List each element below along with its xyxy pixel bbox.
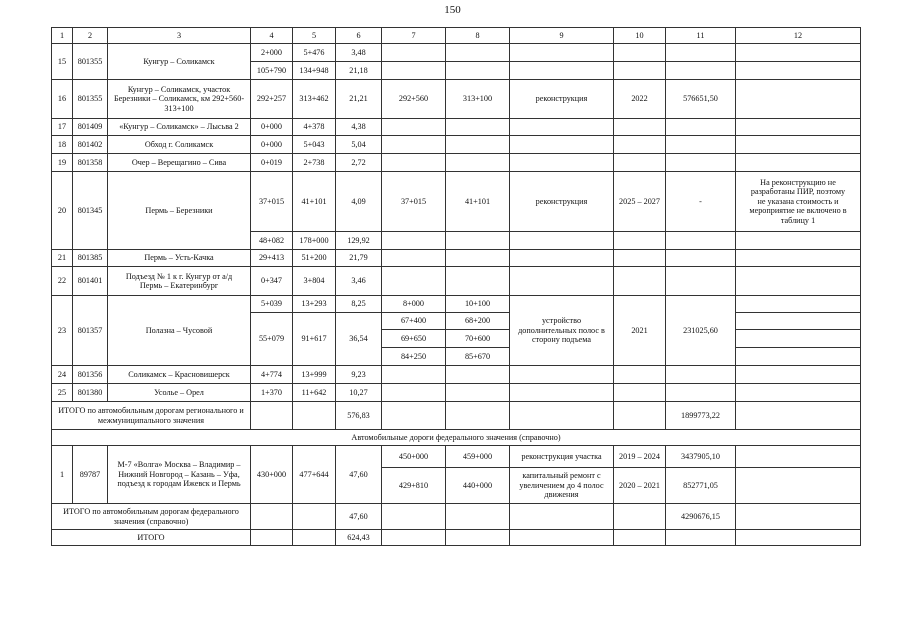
work-km-to: 41+101 bbox=[446, 172, 510, 232]
empty-cell bbox=[736, 136, 861, 154]
table-row bbox=[52, 250, 861, 267]
work-year: 2025 – 2027 bbox=[614, 172, 666, 232]
empty-cell bbox=[666, 267, 736, 296]
work-km-to: 85+670 bbox=[446, 348, 510, 366]
length: 21,79 bbox=[336, 250, 382, 267]
total-cost: 4290676,15 bbox=[666, 504, 736, 530]
empty-cell bbox=[251, 504, 293, 530]
work-cost: 576651,50 bbox=[666, 80, 736, 119]
empty-cell bbox=[382, 504, 446, 530]
road-code: 801380 bbox=[73, 384, 108, 402]
empty-cell bbox=[614, 154, 666, 172]
header-cell: 2 bbox=[73, 28, 108, 44]
work-km-from: 429+810 bbox=[382, 468, 446, 504]
empty-cell bbox=[382, 136, 446, 154]
work-type: реконструкция bbox=[510, 80, 614, 119]
grand-total-label: ИТОГО bbox=[52, 530, 251, 546]
km-from: 4+774 bbox=[251, 366, 293, 384]
empty-cell bbox=[382, 119, 446, 136]
empty-cell bbox=[446, 250, 510, 267]
row-number: 19 bbox=[52, 154, 73, 172]
empty-cell bbox=[736, 366, 861, 384]
km-from: 37+015 bbox=[251, 172, 293, 232]
km-from: 1+370 bbox=[251, 384, 293, 402]
empty-cell bbox=[614, 366, 666, 384]
road-name: Полазна – Чусовой bbox=[108, 296, 251, 366]
km-from: 48+082 bbox=[251, 232, 293, 250]
work-type: реконструкция участка bbox=[510, 446, 614, 468]
work-km-from: 84+250 bbox=[382, 348, 446, 366]
empty-cell bbox=[736, 232, 861, 250]
km-to: 13+293 bbox=[293, 296, 336, 313]
empty-cell bbox=[510, 136, 614, 154]
row-number: 23 bbox=[52, 296, 73, 366]
empty-cell bbox=[382, 402, 446, 430]
length: 8,25 bbox=[336, 296, 382, 313]
km-from: 5+039 bbox=[251, 296, 293, 313]
header-cell: 8 bbox=[446, 28, 510, 44]
work-km-to: 313+100 bbox=[446, 80, 510, 119]
empty-cell bbox=[446, 154, 510, 172]
length: 47,60 bbox=[336, 446, 382, 504]
total-label: ИТОГО по автомобильным дорогам федерального значения (справочно) bbox=[52, 504, 251, 530]
total-length: 576,83 bbox=[336, 402, 382, 430]
empty-cell bbox=[510, 44, 614, 62]
table-row bbox=[52, 44, 861, 62]
empty-cell bbox=[736, 250, 861, 267]
empty-cell bbox=[614, 384, 666, 402]
road-code: 801358 bbox=[73, 154, 108, 172]
empty-cell bbox=[382, 62, 446, 80]
table-row bbox=[52, 296, 861, 313]
empty-cell bbox=[614, 250, 666, 267]
header-cell: 12 bbox=[736, 28, 861, 44]
km-to: 2+738 bbox=[293, 154, 336, 172]
work-km-from: 292+560 bbox=[382, 80, 446, 119]
road-code: 89787 bbox=[73, 446, 108, 504]
empty-cell bbox=[614, 232, 666, 250]
empty-cell bbox=[510, 402, 614, 430]
empty-cell bbox=[510, 119, 614, 136]
empty-cell bbox=[510, 366, 614, 384]
empty-cell bbox=[614, 402, 666, 430]
length: 36,54 bbox=[336, 313, 382, 366]
header-row bbox=[52, 28, 861, 44]
empty-cell bbox=[666, 384, 736, 402]
header-cell: 6 bbox=[336, 28, 382, 44]
empty-cell bbox=[382, 44, 446, 62]
empty-cell bbox=[446, 504, 510, 530]
empty-cell bbox=[382, 366, 446, 384]
empty-cell bbox=[510, 267, 614, 296]
empty-cell bbox=[736, 504, 861, 530]
empty-cell bbox=[666, 250, 736, 267]
table-row bbox=[52, 366, 861, 384]
header-cell: 9 bbox=[510, 28, 614, 44]
row-number: 16 bbox=[52, 80, 73, 119]
length: 4,38 bbox=[336, 119, 382, 136]
total-row bbox=[52, 402, 861, 430]
total-row bbox=[52, 504, 861, 530]
length: 4,09 bbox=[336, 172, 382, 232]
road-code: 801355 bbox=[73, 80, 108, 119]
km-from: 105+790 bbox=[251, 62, 293, 80]
row-number: 21 bbox=[52, 250, 73, 267]
km-to: 11+642 bbox=[293, 384, 336, 402]
empty-cell bbox=[666, 136, 736, 154]
empty-cell bbox=[736, 446, 861, 468]
note: На реконструкцию не разработаны ПИР, поэтому не указана стоимость и мероприятие не включено в таблицу 1 bbox=[736, 172, 861, 232]
km-to: 134+948 bbox=[293, 62, 336, 80]
work-km-from: 67+400 bbox=[382, 313, 446, 330]
empty-cell bbox=[510, 250, 614, 267]
road-code: 801385 bbox=[73, 250, 108, 267]
empty-cell bbox=[251, 402, 293, 430]
empty-cell bbox=[736, 530, 861, 546]
work-km-to: 70+600 bbox=[446, 330, 510, 348]
work-cost: 3437905,10 bbox=[666, 446, 736, 468]
work-cost: 231025,60 bbox=[666, 296, 736, 366]
empty-cell bbox=[446, 530, 510, 546]
table-row bbox=[52, 384, 861, 402]
work-type: капитальный ремонт с увеличением до 4 полос движения bbox=[510, 468, 614, 504]
length: 21,18 bbox=[336, 62, 382, 80]
empty-cell bbox=[510, 530, 614, 546]
road-code: 801357 bbox=[73, 296, 108, 366]
empty-cell bbox=[382, 250, 446, 267]
length: 2,72 bbox=[336, 154, 382, 172]
road-code: 801355 bbox=[73, 44, 108, 80]
row-number: 24 bbox=[52, 366, 73, 384]
empty-cell bbox=[614, 504, 666, 530]
table-row bbox=[52, 267, 861, 296]
work-km-to: 440+000 bbox=[446, 468, 510, 504]
empty-cell bbox=[666, 62, 736, 80]
empty-cell bbox=[736, 348, 861, 366]
road-name: Пермь – Березники bbox=[108, 172, 251, 250]
km-to: 313+462 bbox=[293, 80, 336, 119]
row-number: 18 bbox=[52, 136, 73, 154]
empty-cell bbox=[614, 62, 666, 80]
km-to: 3+804 bbox=[293, 267, 336, 296]
empty-cell bbox=[736, 468, 861, 504]
work-year: 2022 bbox=[614, 80, 666, 119]
empty-cell bbox=[736, 44, 861, 62]
empty-cell bbox=[736, 267, 861, 296]
header-cell: 7 bbox=[382, 28, 446, 44]
row-number: 25 bbox=[52, 384, 73, 402]
empty-cell bbox=[736, 402, 861, 430]
work-type: реконструкция bbox=[510, 172, 614, 232]
km-from: 0+347 bbox=[251, 267, 293, 296]
empty-cell bbox=[736, 330, 861, 348]
km-to: 4+378 bbox=[293, 119, 336, 136]
table-row bbox=[52, 172, 861, 232]
empty-cell bbox=[510, 154, 614, 172]
road-code: 801402 bbox=[73, 136, 108, 154]
table-row bbox=[52, 136, 861, 154]
work-km-to: 459+000 bbox=[446, 446, 510, 468]
row-number: 1 bbox=[52, 446, 73, 504]
roads-table bbox=[51, 27, 861, 546]
work-type: устройство дополнительных полос в сторону подъема bbox=[510, 296, 614, 366]
empty-cell bbox=[446, 44, 510, 62]
empty-cell bbox=[382, 232, 446, 250]
km-from: 0+019 bbox=[251, 154, 293, 172]
row-number: 15 bbox=[52, 44, 73, 80]
road-name: Пермь – Усть-Качка bbox=[108, 250, 251, 267]
empty-cell bbox=[446, 119, 510, 136]
empty-cell bbox=[293, 402, 336, 430]
work-year: 2021 bbox=[614, 296, 666, 366]
km-to: 178+000 bbox=[293, 232, 336, 250]
empty-cell bbox=[614, 267, 666, 296]
empty-cell bbox=[666, 119, 736, 136]
empty-cell bbox=[446, 366, 510, 384]
empty-cell bbox=[510, 62, 614, 80]
empty-cell bbox=[510, 384, 614, 402]
length: 5,04 bbox=[336, 136, 382, 154]
empty-cell bbox=[382, 384, 446, 402]
row-number: 20 bbox=[52, 172, 73, 250]
empty-cell bbox=[736, 313, 861, 330]
empty-cell bbox=[382, 154, 446, 172]
work-km-from: 8+000 bbox=[382, 296, 446, 313]
empty-cell bbox=[666, 530, 736, 546]
empty-cell bbox=[382, 530, 446, 546]
road-code: 801345 bbox=[73, 172, 108, 250]
km-from: 29+413 bbox=[251, 250, 293, 267]
empty-cell bbox=[293, 530, 336, 546]
empty-cell bbox=[510, 504, 614, 530]
work-cost: 852771,05 bbox=[666, 468, 736, 504]
empty-cell bbox=[251, 530, 293, 546]
road-name: Очер – Верещагино – Сива bbox=[108, 154, 251, 172]
empty-cell bbox=[736, 80, 861, 119]
empty-cell bbox=[510, 232, 614, 250]
empty-cell bbox=[446, 402, 510, 430]
work-cost: - bbox=[666, 172, 736, 232]
empty-cell bbox=[446, 232, 510, 250]
road-name: Кунгур – Соликамск bbox=[108, 44, 251, 80]
km-to: 5+043 bbox=[293, 136, 336, 154]
km-from: 430+000 bbox=[251, 446, 293, 504]
table-row bbox=[52, 119, 861, 136]
header-cell: 3 bbox=[108, 28, 251, 44]
empty-cell bbox=[666, 44, 736, 62]
length: 10,27 bbox=[336, 384, 382, 402]
km-from: 55+079 bbox=[251, 313, 293, 366]
work-year: 2019 – 2024 bbox=[614, 446, 666, 468]
empty-cell bbox=[382, 267, 446, 296]
empty-cell bbox=[736, 154, 861, 172]
empty-cell bbox=[736, 62, 861, 80]
header-cell: 10 bbox=[614, 28, 666, 44]
federal-section-title: Автомобильные дороги федерального значения (справочно) bbox=[52, 430, 861, 446]
work-km-to: 68+200 bbox=[446, 313, 510, 330]
road-name: Усолье – Орел bbox=[108, 384, 251, 402]
table-row bbox=[52, 80, 861, 119]
empty-cell bbox=[666, 154, 736, 172]
length: 3,46 bbox=[336, 267, 382, 296]
total-cost: 1899773,22 bbox=[666, 402, 736, 430]
work-km-from: 37+015 bbox=[382, 172, 446, 232]
km-to: 13+999 bbox=[293, 366, 336, 384]
km-from: 0+000 bbox=[251, 119, 293, 136]
road-code: 801409 bbox=[73, 119, 108, 136]
empty-cell bbox=[666, 366, 736, 384]
header-cell: 4 bbox=[251, 28, 293, 44]
table-row bbox=[52, 154, 861, 172]
row-number: 17 bbox=[52, 119, 73, 136]
empty-cell bbox=[736, 296, 861, 313]
road-name: Кунгур – Соликамск, участок Березники – Соликамск, км 292+560-313+100 bbox=[108, 80, 251, 119]
km-from: 292+257 bbox=[251, 80, 293, 119]
header-cell: 5 bbox=[293, 28, 336, 44]
km-to: 477+644 bbox=[293, 446, 336, 504]
row-number: 22 bbox=[52, 267, 73, 296]
empty-cell bbox=[446, 384, 510, 402]
empty-cell bbox=[293, 504, 336, 530]
empty-cell bbox=[446, 62, 510, 80]
empty-cell bbox=[614, 119, 666, 136]
work-km-to: 10+100 bbox=[446, 296, 510, 313]
road-name: Обход г. Соликамск bbox=[108, 136, 251, 154]
empty-cell bbox=[614, 44, 666, 62]
length: 3,48 bbox=[336, 44, 382, 62]
table-row bbox=[52, 446, 861, 468]
length: 21,21 bbox=[336, 80, 382, 119]
km-to: 41+101 bbox=[293, 172, 336, 232]
km-from: 2+000 bbox=[251, 44, 293, 62]
page-number: 150 bbox=[444, 4, 461, 16]
work-km-from: 69+650 bbox=[382, 330, 446, 348]
grand-total-length: 624,43 bbox=[336, 530, 382, 546]
empty-cell bbox=[666, 232, 736, 250]
length: 129,92 bbox=[336, 232, 382, 250]
empty-cell bbox=[736, 384, 861, 402]
road-name: Подъезд № 1 к г. Кунгур от а/д Пермь – Екатеринбург bbox=[108, 267, 251, 296]
section-header-row bbox=[52, 430, 861, 446]
work-year: 2020 – 2021 bbox=[614, 468, 666, 504]
km-from: 0+000 bbox=[251, 136, 293, 154]
road-name: Соликамск – Красновишерск bbox=[108, 366, 251, 384]
empty-cell bbox=[614, 530, 666, 546]
header-cell: 11 bbox=[666, 28, 736, 44]
km-to: 51+200 bbox=[293, 250, 336, 267]
road-name: М-7 «Волга» Москва – Владимир – Нижний Новгород – Казань – Уфа, подъезд к городам Ижевск и Пермь bbox=[108, 446, 251, 504]
empty-cell bbox=[614, 136, 666, 154]
km-to: 91+617 bbox=[293, 313, 336, 366]
length: 9,23 bbox=[336, 366, 382, 384]
km-to: 5+476 bbox=[293, 44, 336, 62]
grand-total-row bbox=[52, 530, 861, 546]
empty-cell bbox=[446, 136, 510, 154]
header-cell: 1 bbox=[52, 28, 73, 44]
empty-cell bbox=[446, 267, 510, 296]
road-code: 801401 bbox=[73, 267, 108, 296]
total-length: 47,60 bbox=[336, 504, 382, 530]
total-label: ИТОГО по автомобильным дорогам регионального и межмуниципального значения bbox=[52, 402, 251, 430]
road-name: «Кунгур – Соликамск» – Лысьва 2 bbox=[108, 119, 251, 136]
empty-cell bbox=[736, 119, 861, 136]
road-code: 801356 bbox=[73, 366, 108, 384]
work-km-from: 450+000 bbox=[382, 446, 446, 468]
